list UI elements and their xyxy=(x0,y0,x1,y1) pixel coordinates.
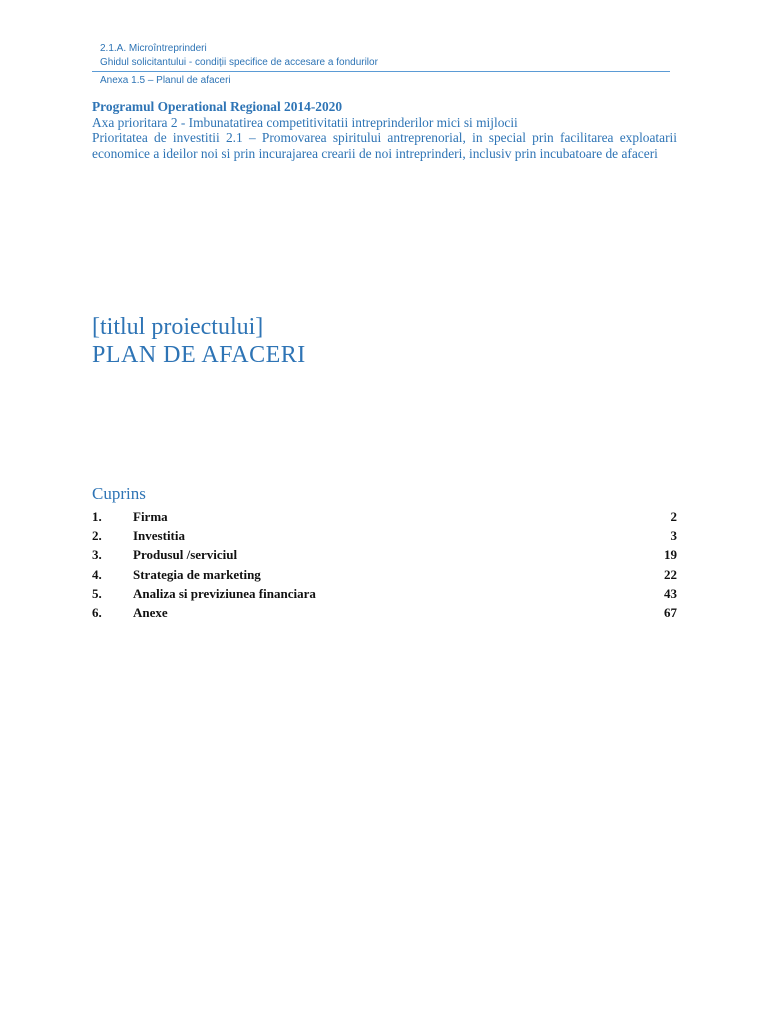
investment-priority: Prioritatea de investitii 2.1 – Promovarea spiritului antreprenorial, in special prin facilitarea exploatarii economice a ideilor noi si prin incurajarea crearii de noi intreprinderi, inclusiv prin incubatoare de afaceri xyxy=(92,130,677,161)
toc-item-label: Analiza si previziunea financiara xyxy=(133,585,316,601)
table-of-contents xyxy=(92,507,677,622)
toc-item-number: 3. xyxy=(92,547,102,563)
toc-item-page: 3 xyxy=(670,528,677,544)
toc-item-2[interactable] xyxy=(92,526,677,545)
program-info xyxy=(92,99,677,161)
toc-item-page: 19 xyxy=(664,547,677,563)
toc-item-label: Produsul /serviciul xyxy=(133,547,238,563)
header-line-3: Anexa 1.5 – Planul de afaceri xyxy=(100,75,231,86)
toc-item-number: 2. xyxy=(92,528,102,544)
header-line-2: Ghidul solicitantului - condiții specifice de accesare a fondurilor xyxy=(100,57,378,68)
toc-item-label: Anexe xyxy=(133,604,168,620)
header-divider xyxy=(92,71,670,72)
page-header xyxy=(100,42,678,88)
toc-item-label: Investitia xyxy=(133,528,185,544)
toc-item-page: 22 xyxy=(664,566,677,582)
toc-item-1[interactable] xyxy=(92,507,677,526)
toc-item-label: Firma xyxy=(133,509,168,524)
toc-item-3[interactable] xyxy=(92,545,677,564)
toc-item-page: 43 xyxy=(664,585,677,601)
priority-axis: Axa prioritara 2 - Imbunatatirea competitivitatii intreprinderilor mici si mijlocii xyxy=(92,114,518,130)
document-title: PLAN DE AFACERI xyxy=(92,342,306,368)
toc-item-page: 67 xyxy=(664,604,677,620)
toc-item-number: 5. xyxy=(92,585,102,601)
header-line-1: 2.1.A. Microîntreprinderi xyxy=(100,43,207,54)
title-block xyxy=(92,313,306,369)
toc-item-page: 2 xyxy=(670,509,677,524)
project-title: [titlul proiectului] xyxy=(92,314,264,340)
toc-heading: Cuprins xyxy=(92,484,146,503)
toc-item-5[interactable] xyxy=(92,584,677,603)
toc-item-number: 6. xyxy=(92,604,102,620)
program-name: Programul Operational Regional 2014-2020 xyxy=(92,99,343,114)
toc-item-6[interactable] xyxy=(92,603,677,622)
toc-item-label: Strategia de marketing xyxy=(133,566,261,582)
toc-item-number: 1. xyxy=(92,509,102,524)
toc-item-4[interactable] xyxy=(92,565,677,584)
toc-item-number: 4. xyxy=(92,566,102,582)
